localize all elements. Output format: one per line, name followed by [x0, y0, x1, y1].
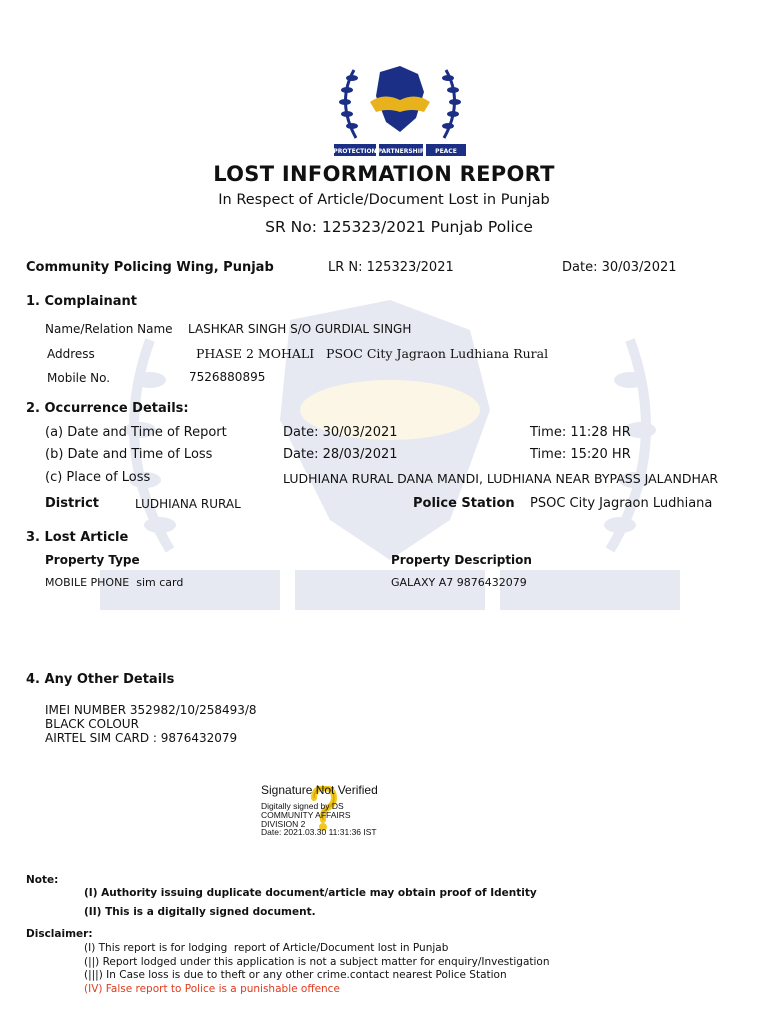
punjab-police-logo: [332, 62, 468, 160]
report-date-value: Date: 30/03/2021: [283, 425, 398, 440]
signature-line: DIVISION 2: [261, 819, 306, 829]
logo-banner-partnership: PARTNERSHIP: [377, 148, 425, 155]
report-datetime-label: (a) Date and Time of Report: [45, 425, 227, 440]
wing-name: Community Policing Wing, Punjab: [26, 260, 274, 275]
sr-number: SR No: 125323/2021 Punjab Police: [265, 218, 533, 236]
report-time-value: Time: 11:28 HR: [530, 425, 631, 440]
disclaimer-item: (|||) In Case loss is due to theft or any other crime.contact nearest Police Station: [84, 969, 507, 981]
signature-line: COMMUNITY AFFAIRS: [261, 810, 351, 820]
other-detail-line: IMEI NUMBER 352982/10/258493/8: [45, 703, 257, 717]
loss-time-value: Time: 15:20 HR: [530, 447, 631, 462]
loss-date-value: Date: 28/03/2021: [283, 447, 398, 462]
page-title: LOST INFORMATION REPORT: [213, 162, 555, 186]
police-station-label: Police Station: [413, 496, 515, 511]
place-label: (c) Place of Loss: [45, 470, 151, 485]
signature-status: Signature Not Verified: [261, 783, 378, 797]
property-type-value: MOBILE PHONE sim card: [45, 576, 184, 589]
address-label: Address: [47, 347, 95, 361]
disclaimer-heading: Disclaimer:: [26, 928, 93, 940]
note-item: (I) Authority issuing duplicate document/article may obtain proof of Identity: [84, 887, 537, 899]
mobile-value: 7526880895: [189, 370, 266, 384]
district-value: LUDHIANA RURAL: [135, 497, 241, 511]
name-value: LASHKAR SINGH S/O GURDIAL SINGH: [188, 322, 412, 336]
property-type-header: Property Type: [45, 553, 140, 567]
other-detail-line: AIRTEL SIM CARD : 9876432079: [45, 731, 238, 745]
complainant-heading: 1. Complainant: [26, 294, 138, 309]
note-heading: Note:: [26, 874, 59, 886]
loss-datetime-label: (b) Date and Time of Loss: [45, 447, 213, 462]
occurrence-heading: 2. Occurrence Details:: [26, 401, 189, 416]
property-description-header: Property Description: [391, 553, 532, 567]
report-date: Date: 30/03/2021: [562, 260, 677, 275]
disclaimer-item: (I) This report is for lodging report of Article/Document lost in Punjab: [84, 942, 449, 954]
note-item: (II) This is a digitally signed document.: [84, 906, 316, 918]
other-detail-line: BLACK COLOUR: [45, 717, 139, 731]
signature-line: Digitally signed by DS: [261, 801, 344, 811]
page-subtitle: In Respect of Article/Document Lost in Punjab: [218, 192, 550, 208]
signature-line: Date: 2021.03.30 11:31:36 IST: [261, 827, 377, 837]
address-value: PHASE 2 MOHALI PSOC City Jagraon Ludhiana Rural: [196, 346, 549, 361]
logo-banner-protection: PROTECTION: [333, 148, 377, 155]
property-description-value: GALAXY A7 9876432079: [391, 576, 527, 589]
disclaimer-item: (||) Report lodged under this application is not a subject matter for enquiry/Investigation: [84, 956, 550, 968]
lost-article-heading: 3. Lost Article: [26, 530, 129, 545]
police-station-value: PSOC City Jagraon Ludhiana: [530, 496, 713, 511]
place-value: LUDHIANA RURAL DANA MANDI, LUDHIANA NEAR BYPASS JALANDHAR: [283, 471, 719, 486]
lr-number: LR N: 125323/2021: [328, 260, 454, 275]
district-label: District: [45, 496, 99, 511]
mobile-label: Mobile No.: [47, 371, 111, 385]
other-details-heading: 4. Any Other Details: [26, 672, 175, 687]
disclaimer-item-warning: (IV) False report to Police is a punishable offence: [84, 983, 340, 995]
name-label: Name/Relation Name: [45, 322, 173, 336]
logo-banner-peace: PEACE: [435, 148, 457, 155]
